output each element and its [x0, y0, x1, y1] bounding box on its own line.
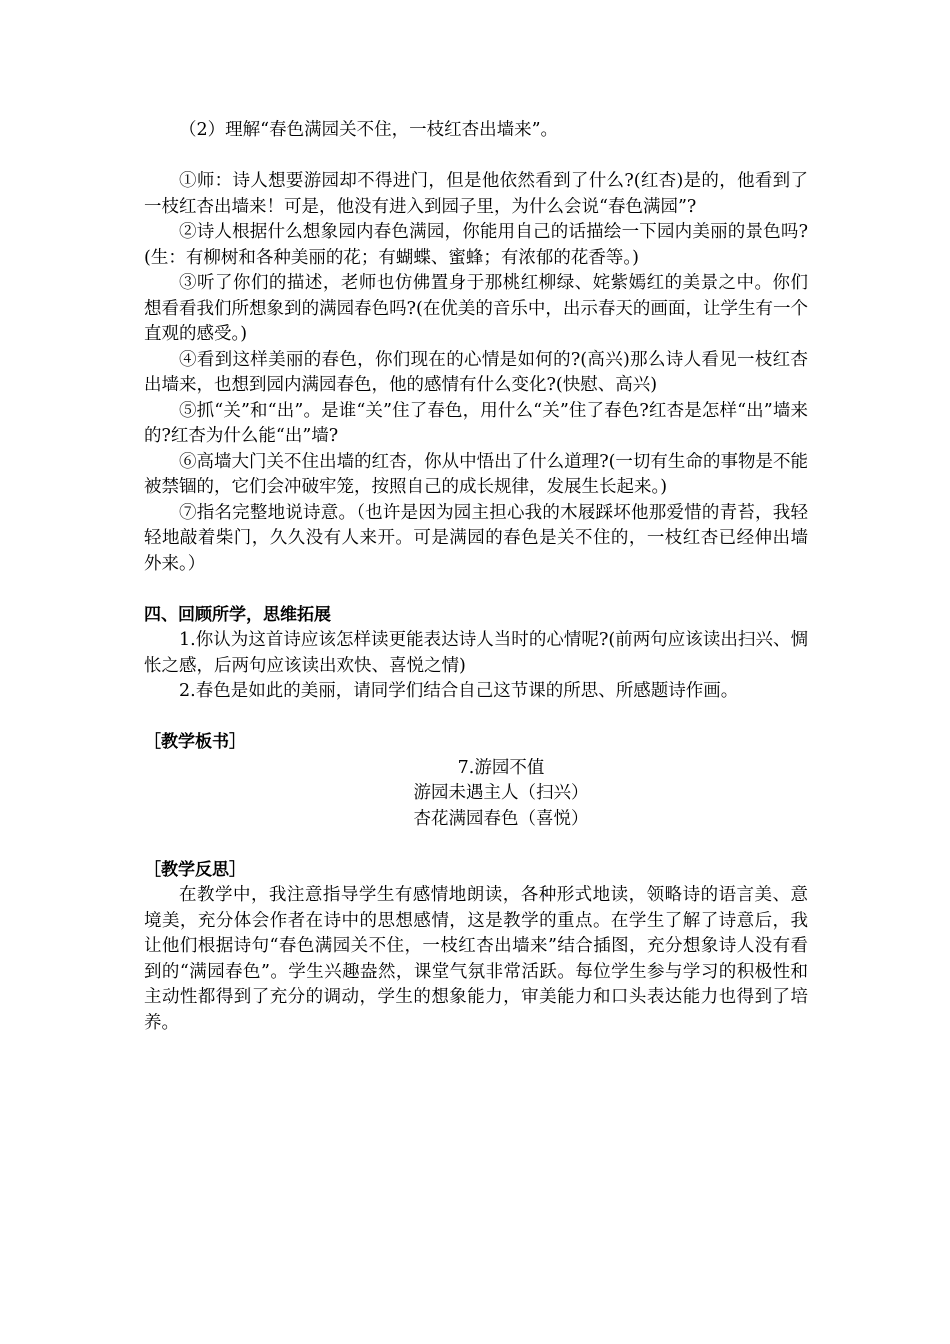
paragraph-item-4: ④看到这样美丽的春色，你们现在的心情是如何的?(高兴)那么诗人看见一枝红杏出墙来，也想到园内满园春色，他的感情有什么变化?(快慰、高兴): [144, 349, 808, 395]
review-item-2: 2.春色是如此的美丽，请同学们结合自己这节课的所思、所感题诗作画。: [179, 681, 739, 701]
board-line-2: 杏花满园春色（喜悦）: [413, 808, 589, 829]
board-title: 7.游园不值: [457, 757, 545, 778]
paragraph-item-2: ②诗人根据什么想象园内春色满园，你能用自己的话描绘一下园内美丽的景色吗?(生：有柳树和各种美丽的花；有蝴蝶、蜜蜂；有浓郁的花香等。): [144, 222, 808, 268]
spacer: [144, 832, 808, 858]
review-item-1: 1.你认为这首诗应该怎样读更能表达诗人当时的心情呢?(前两句应该读出扫兴、惆怅之感，后两句应该读出欢快、喜悦之情): [144, 630, 808, 676]
section-heading-review: 四、回顾所学，思维拓展: [144, 604, 331, 625]
spacer: [144, 705, 808, 731]
spacer: [144, 577, 808, 603]
document-body: [144, 118, 808, 1036]
board-line-1: 游园未遇主人（扫兴）: [413, 783, 589, 803]
board-heading: ［教学板书］: [144, 732, 246, 752]
subsection-title: （2）理解“春色满园关不住，一枝红杏出墙来”。: [179, 120, 559, 140]
paragraph-item-7: ⑦指名完整地说诗意。（也许是因为园主担心我的木屐踩坏他那爱惜的青苔，我轻轻地敲着柴门，久久没有人来开。可是满园的春色是关不住的，一枝红杏已经伸出墙外来。）: [144, 502, 808, 574]
paragraph-item-5: ⑤抓“关”和“出”。是谁“关”住了春色，用什么“关”住了春色?红杏是怎样“出”墙来的?红杏为什么能“出”墙?: [144, 400, 808, 446]
reflection-heading: ［教学反思］: [144, 859, 246, 880]
paragraph-item-6: ⑥高墙大门关不住出墙的红杏，你从中悟出了什么道理?(一切有生命的事物是不能被禁锢的，它们会冲破牢笼，按照自己的成长规律，发展生长起来。): [144, 451, 808, 497]
reflection-text: 在教学中，我注意指导学生有感情地朗读，各种形式地读，领略诗的语言美、意境美，充分体会作者在诗中的思想感情，这是教学的重点。在学生了解了诗意后，我让他们根据诗句“春色满园关不住，一枝红杏出墙来”结合插图，充分想象诗人没有看到的“满园春色”。学生兴趣盎然，课堂气氛非常活跃。每位学生参与学习的积极性和主动性都得到了充分的调动，学生的想象能力，审美能力和口头表达能力也得到了培养。: [144, 885, 808, 1033]
spacer: [144, 144, 808, 170]
paragraph-item-1: ①师：诗人想要游园却不得进门，但是他依然看到了什么?(红杏)是的，他看到了一枝红杏出墙来！可是，他没有进入到园子里，为什么会说“春色满园”?: [144, 171, 808, 217]
paragraph-item-3: ③听了你们的描述，老师也仿佛置身于那桃红柳绿、姹紫嫣红的美景之中。你们想看看我们所想象到的满园春色吗?(在优美的音乐中，出示春天的画面，让学生有一个直观的感受。): [144, 273, 808, 344]
